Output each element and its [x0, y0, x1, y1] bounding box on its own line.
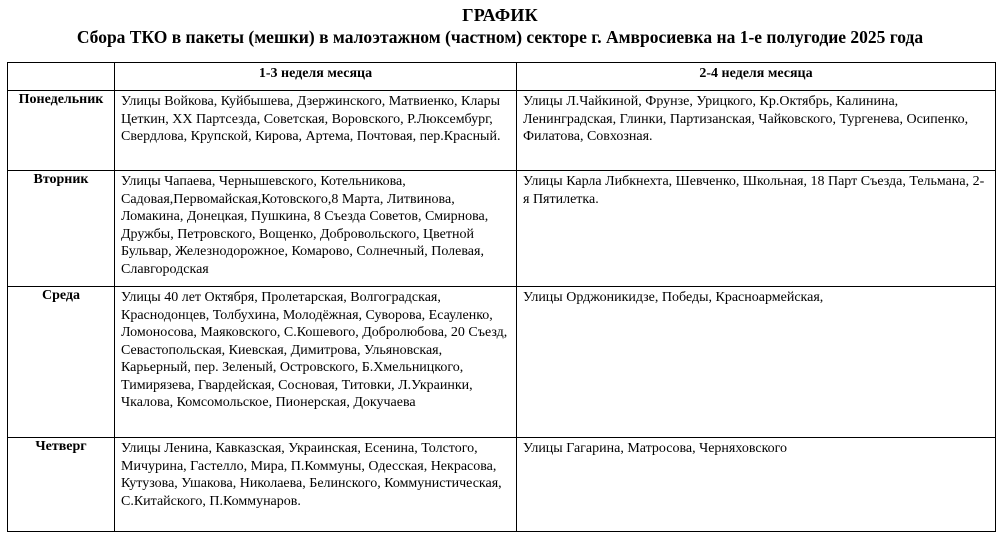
- day-column-header: [8, 63, 115, 91]
- weeks-2-4-column-header: 2-4 неделя месяца: [517, 63, 996, 91]
- day-cell: Среда: [8, 287, 115, 438]
- table-row: [8, 91, 996, 171]
- weeks-2-4-streets-cell: Улицы Орджоникидзе, Победы, Красноармейская,: [517, 287, 996, 438]
- table-row: [8, 438, 996, 532]
- weeks-2-4-streets-cell: Улицы Карла Либкнехта, Шевченко, Школьная, 18 Парт Съезда, Тельмана, 2-я Пятилетка.: [517, 171, 996, 287]
- table-header-row: [8, 63, 996, 91]
- day-cell: Вторник: [8, 171, 115, 287]
- weeks-1-3-column-header: 1-3 неделя месяца: [115, 63, 517, 91]
- day-cell: Понедельник: [8, 91, 115, 171]
- document-header: [0, 4, 1000, 48]
- weeks-1-3-streets-cell: Улицы Ленина, Кавказская, Украинская, Есенина, Толстого, Мичурина, Гастелло, Мира, П.Коммуны, Одесская, Некрасова, Кутузова, Ушакова, Николаева, Белинского, Коммунистическая, С.Китайского, П.Коммунаров.: [115, 438, 517, 532]
- weeks-1-3-streets-cell: Улицы Чапаева, Чернышевского, Котельникова, Садовая,Первомайская,Котовского,8 Марта, Литвинова, Ломакина, Донецкая, Пушкина, 8 Съезда Советов, Смирнова, Дружбы, Петровского, Вощенко, Добровольского, Цветной Бульвар, Железнодорожное, Комарово, Солнечный, Полевая, Славгородская: [115, 171, 517, 287]
- weeks-2-4-streets-cell: Улицы Гагарина, Матросова, Черняховского: [517, 438, 996, 532]
- table-row: [8, 287, 996, 438]
- weeks-1-3-streets-cell: Улицы Войкова, Куйбышева, Дзержинского, Матвиенко, Клары Цеткин, XX Партсезда, Советская, Воровского, Р.Люксембург, Свердлова, Крупской, Кирова, Артема, Почтовая, пер.Красный.: [115, 91, 517, 171]
- document-subtitle: Сбора ТКО в пакеты (мешки) в малоэтажном (частном) секторе г. Амвросиевка на 1-е полугодие 2025 года: [76, 27, 924, 47]
- weeks-2-4-streets-cell: Улицы Л.Чайкиной, Фрунзе, Урицкого, Кр.Октябрь, Калинина, Ленинградская, Глинки, Партизанская, Чайковского, Тургенева, Осипенко, Филатова, Совхозная.: [517, 91, 996, 171]
- day-cell: Четверг: [8, 438, 115, 532]
- table-row: [8, 171, 996, 287]
- schedule-table: [7, 62, 996, 532]
- weeks-1-3-streets-cell: Улицы 40 лет Октября, Пролетарская, Волгоградская, Краснодонцев, Толбухина, Молодёжная, Суворова, Есауленко, Ломоносова, Маяковского, С.Кошевого, Добролюбова, 20 Съезд, Севастопольская, Киевская, Димитрова, Ульяновская, Карьерный, пер. Зеленый, Островского, Б.Хмельницкого, Тимирязева, Гвардейская, Сосновая, Титовки, Л.Украинки, Чкалова, Комсомольское, Пионерская, Докучаева: [115, 287, 517, 438]
- document-title: ГРАФИК: [462, 5, 538, 25]
